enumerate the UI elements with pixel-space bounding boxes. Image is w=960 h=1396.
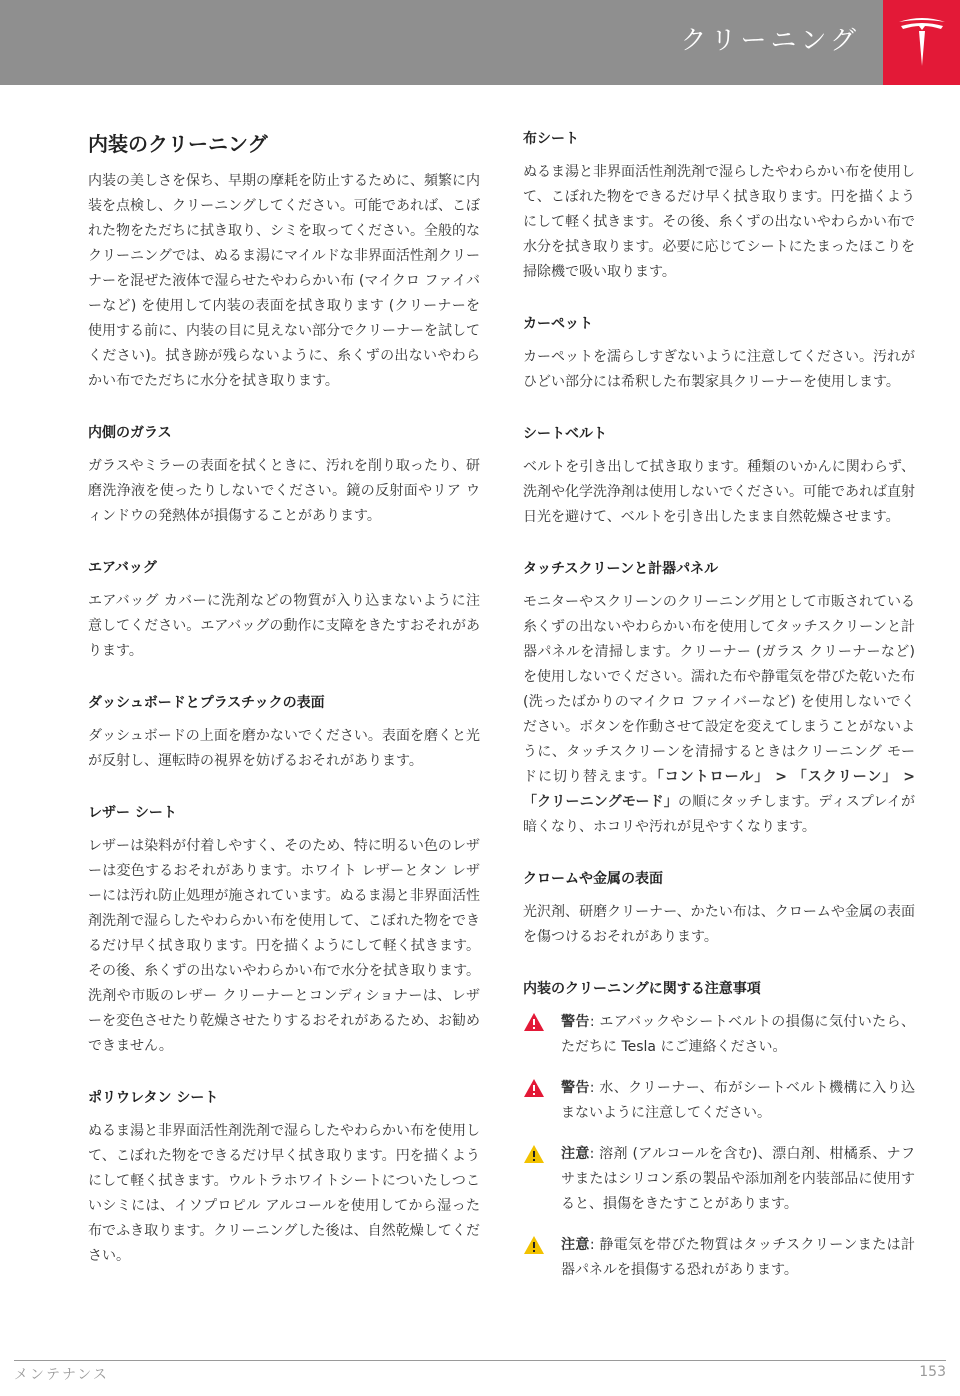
- left-column: [88, 128, 480, 1297]
- heading-airbag: エアバッグ: [88, 560, 157, 576]
- warning-triangle-icon: [523, 1078, 545, 1098]
- footer-chapter: メンテナンス: [14, 1367, 109, 1383]
- heading-dashboard: ダッシュボードとプラスチックの表面: [88, 695, 325, 711]
- notice-caution-1: [523, 1142, 915, 1217]
- notice-level: 注意: [561, 1146, 590, 1162]
- heading-inner-glass: 内側のガラス: [88, 425, 172, 441]
- heading-chrome: クロームや金属の表面: [523, 871, 663, 887]
- body-touchscreen: [523, 590, 915, 840]
- section-title: 内装のクリーニング: [88, 132, 268, 156]
- notice-warning-2: [523, 1076, 915, 1126]
- heading-polyurethane-seat: ポリウレタン シート: [88, 1090, 219, 1106]
- body-polyurethane-seat: ぬるま湯と非界面活性剤洗剤で湿らしたやわらかい布を使用して、こぼれた物をできるだけ早く拭き取ります。円を描くようにして軽く拭きます。ウルトラホワイトシートについたしつこいシミには、イソプロピル アルコールを使用してから湿った布でふき取ります。クリーニングした後は、自然乾燥してください。: [88, 1123, 480, 1264]
- touch-text-a: モニターやスクリーンのクリーニング用として市販されている糸くずの出ないやわらかい布を使用してタッチスクリーンと計器パネルを清掃します。クリーナー (ガラス クリーナーなど) を使用しないでください。濡れた布や静電気を帯びた乾いた布 (洗ったばかりのマイクロ ファイバーなど) を使用しないでください。ボタンを作動させて設定を変えてしまうことがないように、タッチスクリーンを清掃するときはクリーニング モードに切り替えます。: [523, 594, 915, 785]
- heading-fabric-seat: 布シート: [523, 131, 579, 147]
- body-dashboard: ダッシュボードの上面を磨かないでください。表面を磨くと光が反射し、運転時の視界を妨げるおそれがあります。: [88, 728, 480, 769]
- body-leather-seat: レザーは染料が付着しやすく、そのため、特に明るい色のレザーは変色するおそれがあります。ホワイト レザーとタン レザーには汚れ防止処理が施されています。ぬるま湯と非界面活性剤洗剤で湿らしたやわらかい布を使用して、こぼれた物をできるだけ早く拭き取ります。円を描くようにして軽く拭きます。その後、糸くずの出ないやわらかい布で水分を拭き取ります。洗剤や市販のレザー クリーナーとコンディショナーは、レザーを変色させたり乾燥させたりするおそれがあるため、お勧めできません。: [88, 838, 480, 1054]
- notice-text: : 水、クリーナー、布がシートベルト機構に入り込まないように注意してください。: [561, 1080, 916, 1121]
- body-seatbelt: ベルトを引き出して拭き取ります。種類のいかんに関わらず、洗剤や化学洗浄剤は使用しないでください。可能であれば直射日光を避けて、ベルトを引き出したまま自然乾燥させます。: [523, 459, 915, 525]
- touch-text-b: の順にタッチします。ディスプレイが暗くなり、ホコリや汚れが見やすくなります。: [523, 794, 916, 835]
- body-carpet: カーペットを濡らしすぎないように注意してください。汚れがひどい部分には希釈した布製家具クリーナーを使用します。: [523, 349, 915, 390]
- body-chrome: 光沢剤、研磨クリーナー、かたい布は、クロームや金属の表面を傷つけるおそれがあります。: [523, 904, 915, 945]
- caution-triangle-icon: [523, 1235, 545, 1255]
- notice-text: : エアバックやシートベルトの損傷に気付いたら、ただちに Tesla にご連絡ください。: [561, 1014, 916, 1055]
- heading-leather-seat: レザー シート: [88, 805, 177, 821]
- heading-seatbelt: シートベルト: [523, 426, 607, 442]
- body-airbag: エアバッグ カバーに洗剤などの物質が入り込まないように注意してください。エアバッグの動作に支障をきたすおそれがあります。: [88, 593, 480, 659]
- notice-text: : 静電気を帯びた物質はタッチスクリーンまたは計器パネルを損傷する恐れがあります。: [561, 1237, 916, 1278]
- right-column: [523, 128, 915, 1299]
- notice-text: : 溶剤 (アルコールを含む)、漂白剤、柑橘系、ナフサまたはシリコン系の製品や添加剤を内装部品に使用すると、損傷をきたすことがあります。: [561, 1146, 915, 1212]
- notice-level: 警告: [561, 1080, 590, 1096]
- body-inner-glass: ガラスやミラーの表面を拭くときに、汚れを削り取ったり、研磨洗浄液を使ったりしないでください。鏡の反射面やリア ウィンドウの発熱体が損傷することがあります。: [88, 458, 480, 524]
- intro-paragraph: 内装の美しさを保ち、早期の摩耗を防止するために、頻繁に内装を点検し、クリーニングしてください。可能であれば、こぼれた物をただちに拭き取り、シミを取ってください。全般的なクリーニングでは、ぬるま湯にマイルドな非界面活性剤クリーナーを混ぜた液体で湿らせたやわらかい布 (マイクロ ファイバーなど) を使用して内装の表面を拭き取ります (クリーナーを使用する前に、内装の目に見えない部分でクリーナーを試してください)。拭き跡が残らないように、糸くずの出ないやわらかい布でただちに水分を拭き取ります。: [88, 173, 480, 389]
- notice-level: 警告: [561, 1014, 590, 1030]
- heading-carpet: カーペット: [523, 316, 593, 332]
- page-header: [0, 0, 960, 85]
- notice-caution-2: [523, 1233, 915, 1283]
- caution-triangle-icon: [523, 1144, 545, 1164]
- heading-touchscreen: タッチスクリーンと計器パネル: [523, 561, 719, 577]
- warning-triangle-icon: [523, 1012, 545, 1032]
- chapter-title: クリーニング: [680, 26, 860, 56]
- body-fabric-seat: ぬるま湯と非界面活性剤洗剤で湿らしたやわらかい布を使用して、こぼれた物をできるだけ早く拭き取ります。円を描くようにして軽く拭きます。その後、糸くずの出ないやわらかい布で水分を拭き取ります。必要に応じてシートにたまったほこりを掃除機で吸い取ります。: [523, 164, 915, 280]
- page-number: 153: [919, 1364, 946, 1380]
- tesla-logo-icon: [883, 0, 960, 85]
- notice-warning-1: [523, 1010, 915, 1060]
- touch-menu-path: 「コントロール」 > 「スクリーン」 > 「クリーニングモード」: [523, 769, 915, 810]
- notice-level: 注意: [561, 1237, 590, 1253]
- heading-notices: 内装のクリーニングに関する注意事項: [523, 981, 761, 997]
- footer-divider: [14, 1360, 946, 1361]
